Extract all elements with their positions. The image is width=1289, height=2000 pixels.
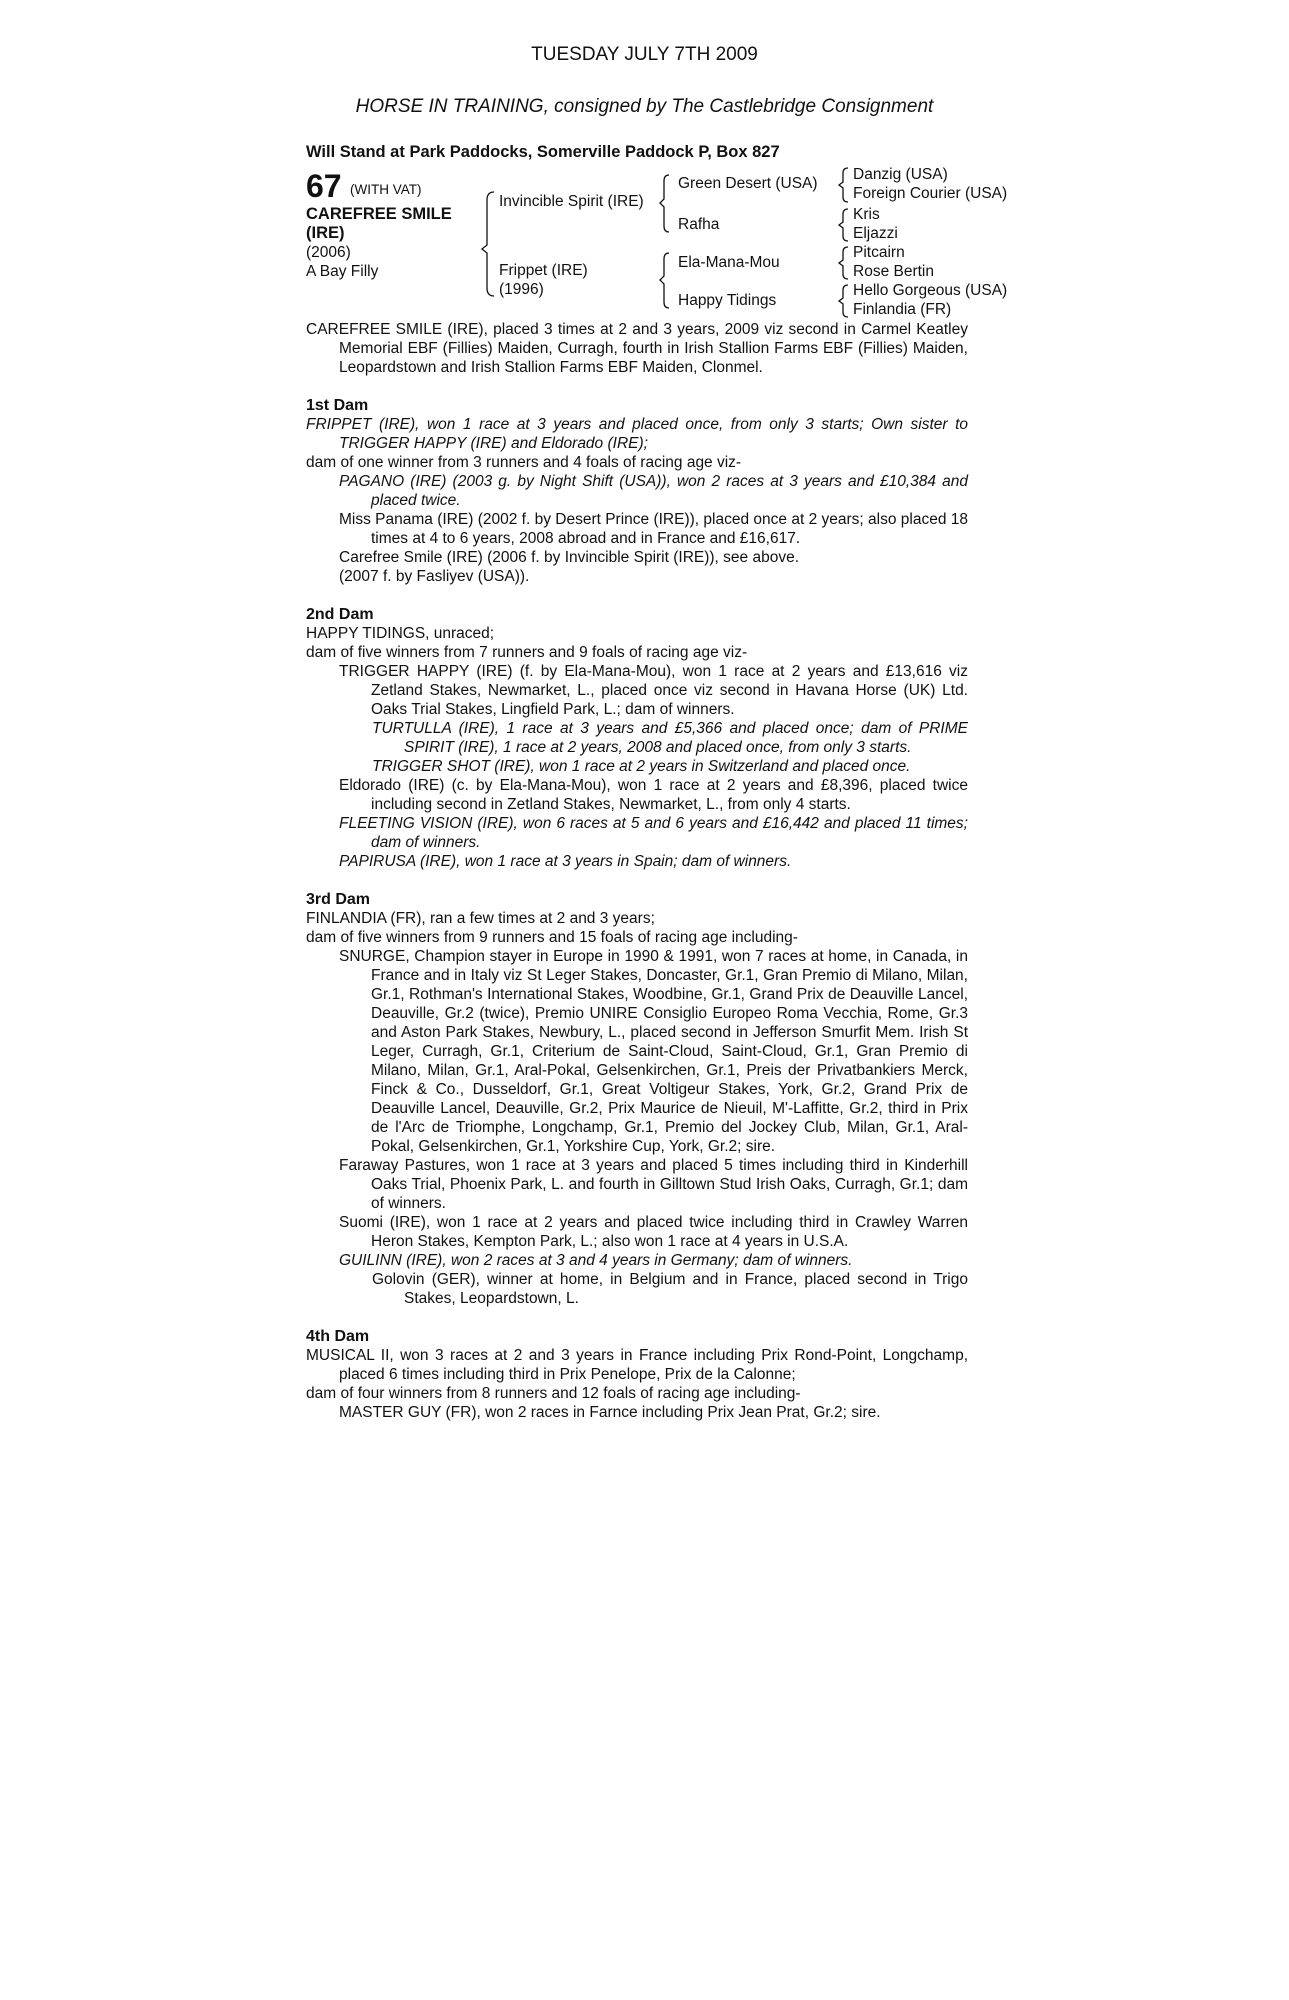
- dam4-produce-summary: dam of four winners from 8 runners and 12 foals of racing age including-: [306, 1385, 801, 1402]
- consignment-line: HORSE IN TRAINING, consigned by The Castlebridge Consignment: [355, 96, 934, 117]
- sale-date: TUESDAY JULY 7TH 2009: [531, 44, 758, 65]
- dam3-grandson-1: Golovin (GER), winner at home, in Belgium and in France, placed second in Trigo Stakes, Leopardstown, L.: [372, 1271, 968, 1307]
- sire: Invincible Spirit (IRE): [499, 193, 644, 210]
- sire-sire: Green Desert (USA): [678, 175, 818, 192]
- dam1-foal-4: (2007 f. by Fasliyev (USA)).: [339, 568, 530, 585]
- sire-dam: Rafha: [678, 216, 720, 233]
- dam2-granddaughter-2: TRIGGER SHOT (IRE), won 1 race at 2 years in Switzerland and placed once.: [372, 758, 911, 775]
- dam1-heading: 1st Dam: [306, 397, 369, 414]
- dam3-heading: 3rd Dam: [306, 891, 371, 908]
- dam: Frippet (IRE): [499, 262, 588, 279]
- sire-sire-sire: Danzig (USA): [853, 166, 948, 183]
- dam2-heading: 2nd Dam: [306, 606, 374, 623]
- sire-sire-dam: Foreign Courier (USA): [853, 185, 1008, 202]
- dam-year: (1996): [499, 281, 544, 298]
- dam4-foal-1: MASTER GUY (FR), won 2 races in Farnce including Prix Jean Prat, Gr.2; sire.: [339, 1404, 881, 1421]
- dam1-foal-1: PAGANO (IRE) (2003 g. by Night Shift (USA)), won 2 races at 3 years and £10,384 and placed twice.: [339, 473, 968, 509]
- dam4-heading: 4th Dam: [306, 1328, 370, 1345]
- dam2-produce-summary: dam of five winners from 7 runners and 9 foals of racing age viz-: [306, 644, 748, 661]
- pedigree-brackets: [0, 0, 1289, 320]
- dam1-foal-3: Carefree Smile (IRE) (2006 f. by Invincible Spirit (IRE)), see above.: [339, 549, 800, 566]
- dam2-granddaughter-1: TURTULLA (IRE), 1 race at 3 years and £5,366 and placed once; dam of PRIME SPIRIT (IRE), 1 race at 2 years, 2008 and placed once, from only 3 starts.: [372, 720, 968, 756]
- dam-sire-dam: Rose Bertin: [853, 263, 934, 280]
- stand-location: Will Stand at Park Paddocks, Somerville Paddock P, Box 827: [306, 143, 780, 161]
- dam1-record: FRIPPET (IRE), won 1 race at 3 years and placed once, from only 3 starts; Own sister to TRIGGER HAPPY (IRE) and Eldorado (IRE);: [306, 416, 968, 452]
- pedigree-text: [306, 320, 968, 1422]
- horse-description: A Bay Filly: [306, 263, 379, 280]
- horse-name-line2: (IRE): [306, 224, 345, 242]
- lot-number: 67: [306, 168, 342, 204]
- dam2-foal-3: FLEETING VISION (IRE), won 6 races at 5 and 6 years and £16,442 and placed 11 times; dam of winners.: [339, 815, 968, 851]
- dam3-foal-3: Suomi (IRE), won 1 race at 2 years and placed twice including third in Crawley Warren Heron Stakes, Kempton Park, L.; also won 1 race at 4 years in U.S.A.: [339, 1214, 968, 1250]
- dam-sire: Ela-Mana-Mou: [678, 254, 780, 271]
- sire-dam-sire: Kris: [853, 206, 880, 223]
- dam2-record: HAPPY TIDINGS, unraced;: [306, 625, 495, 642]
- dam-dam-dam: Finlandia (FR): [853, 301, 952, 318]
- horse-summary: CAREFREE SMILE (IRE), placed 3 times at 2 and 3 years, 2009 viz second in Carmel Keatley Memorial EBF (Fillies) Maiden, Curragh, fourth in Irish Stallion Farms EBF (Fillies) Maiden, Leopardstown and Irish Stallion Farms EBF Maiden, Clonmel.: [306, 321, 968, 376]
- horse-name-line1: CAREFREE SMILE: [306, 205, 452, 223]
- foaling-year: (2006): [306, 244, 351, 261]
- dam-dam-sire: Hello Gorgeous (USA): [853, 282, 1008, 299]
- dam2-foal-4: PAPIRUSA (IRE), won 1 race at 3 years in Spain; dam of winners.: [339, 853, 792, 870]
- dam3-foal-4: GUILINN (IRE), won 2 races at 3 and 4 years in Germany; dam of winners.: [339, 1252, 853, 1269]
- dam3-produce-summary: dam of five winners from 9 runners and 15 foals of racing age including-: [306, 929, 798, 946]
- dam3-foal-2: Faraway Pastures, won 1 race at 3 years and placed 5 times including third in Kinderhill Oaks Trial, Phoenix Park, L. and fourth in Gilltown Stud Irish Oaks, Curragh, Gr.1; dam of winners.: [339, 1157, 968, 1212]
- dam1-foal-2: Miss Panama (IRE) (2002 f. by Desert Prince (IRE)), placed once at 2 years; also placed 18 times at 4 to 6 years, 2008 abroad and in France and £16,617.: [339, 511, 968, 547]
- dam2-foal-1: TRIGGER HAPPY (IRE) (f. by Ela-Mana-Mou), won 1 race at 2 years and £13,616 viz Zetland Stakes, Newmarket, L., placed once viz second in Havana Horse (UK) Ltd. Oaks Trial Stakes, Lingfield Park, L.; dam of winners.: [339, 663, 968, 718]
- dam4-record: MUSICAL II, won 3 races at 2 and 3 years in France including Prix Rond-Point, Longchamp, placed 6 times including third in Prix Penelope, Prix de la Calonne;: [306, 1347, 968, 1383]
- dam-dam: Happy Tidings: [678, 292, 777, 309]
- vat-note: (WITH VAT): [350, 182, 422, 197]
- sire-dam-dam: Eljazzi: [853, 225, 898, 242]
- dam1-produce-summary: dam of one winner from 3 runners and 4 foals of racing age viz-: [306, 454, 742, 471]
- dam-sire-sire: Pitcairn: [853, 244, 905, 261]
- dam2-foal-2: Eldorado (IRE) (c. by Ela-Mana-Mou), won 1 race at 2 years and £8,396, placed twice including second in Zetland Stakes, Newmarket, L., from only 4 starts.: [339, 777, 968, 813]
- dam3-record: FINLANDIA (FR), ran a few times at 2 and 3 years;: [306, 910, 655, 927]
- dam3-foal-1: SNURGE, Champion stayer in Europe in 1990 & 1991, won 7 races at home, in Canada, in France and in Italy viz St Leger Stakes, Doncaster, Gr.1, Gran Premio di Milano, Milan, Gr.1, Rothman's International Stakes, Woodbine, Gr.1, Grand Prix de Deauville Lancel, Deauville, Gr.2 (twice), Premio UNIRE Consiglio Europeo Roma Vecchia, Rome, Gr.3 and Aston Park Stakes, Newbury, L., placed second in Jefferson Smurfit Mem. Irish St Leger, Curragh, Gr.1, Criterium de Saint-Cloud, Saint-Cloud, Gr.1, Gran Premio di Milano, Milan, Gr.1, Aral-Pokal, Gelsenkirchen, Gr.1, Preis der Privatbankiers Merck, Finck & Co., Dusseldorf, Gr.1, Great Voltigeur Stakes, York, Gr.2, Grand Prix de Deauville Lancel, Deauville, Gr.2, Prix Maurice de Nieuil, M'-Laffitte, Gr.2, third in Prix de l'Arc de Triomphe, Longchamp, Gr.1, Premio del Jockey Club, Milan, Gr.1, Aral-Pokal, Gelsenkirchen, Gr.1, Yorkshire Cup, York, Gr.2; sire.: [339, 948, 968, 1155]
